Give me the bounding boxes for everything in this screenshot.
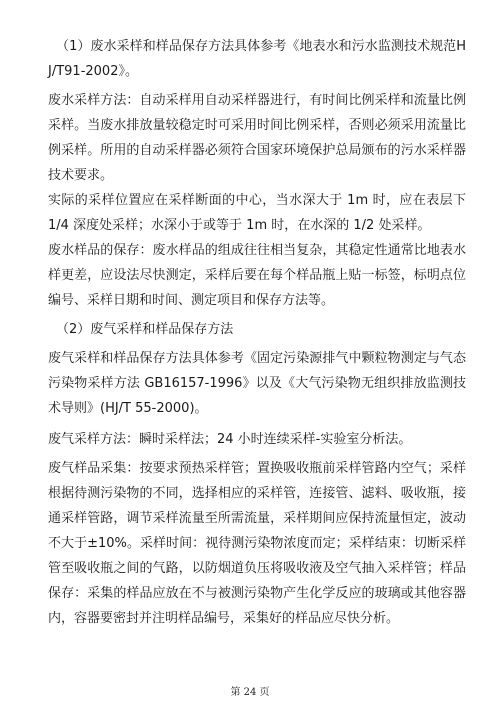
page-number: 第 24 页 (230, 687, 270, 698)
section-heading-wastewater: （1）废水采样和样品保存方法具体参考《地表水和污水监测技术规范HJ/T91-2002》。 (48, 39, 466, 79)
document-body (48, 34, 466, 631)
paragraph-exhaust-gas-sampling-method: 废气采样方法：瞬时采样法；24 小时连续采样-实验室分析法。 (48, 432, 412, 447)
paragraph-wastewater-sampling-method: 废水采样方法：自动采样用自动采样器进行，有时间比例采样和流量比例采样。当废水排放量较稳定时可采用时间比例采样，否则必须采用流量比例采样。所用的自动采样器必须符合国家环境保护总局颁布的污水采样器技术要求。 (48, 93, 466, 183)
paragraph-wastewater-sample-preservation: 废水样品的保存：废水样品的组成往往相当复杂，其稳定性通常比地表水样更差，应设法尽快测定，采样后要在每个样品瓶上贴一标签，标明点位编号、采样日期和时间、测定项目和保存方法等。 (48, 243, 466, 308)
paragraph-exhaust-gas-references: 废气采样和样品保存方法具体参考《固定污染源排气中颗粒物测定与气态污染物采样方法 GB16157-1996》以及《大气污染物无组织排放监测技术导则》(HJ/T 55-2000)。 (48, 351, 466, 416)
paragraph-exhaust-gas-sample-collection: 废气样品采集：按要求预热采样管；置换吸收瓶前采样管路内空气；采样根据待测污染物的不同，选择相应的采样管，连接管、滤料、吸收瓶，接通采样管路，调节采样流量至所需流量，采样期间应保持流量恒定，波动不大于±10%。采样时间：视待测污染物浓度而定；采样结束：切断采样管至吸收瓶之间的气路，以防烟道负压将吸收液及空气抽入采样管；样品保存：采集的样品应放在不与被测污染物产生化学反应的玻璃或其他容器内，容器要密封并注明样品编号，采集好的样品应尽快分析。 (48, 461, 466, 626)
section-heading-exhaust-gas: （2）废气采样和样品保存方法 (56, 322, 234, 337)
paragraph-sampling-position: 实际的采样位置应在采样断面的中心，当水深大于 1m 时，应在表层下 1/4 深度处采样；水深小于或等于 1m 时，在水深的 1/2 处采样。 (48, 193, 466, 233)
